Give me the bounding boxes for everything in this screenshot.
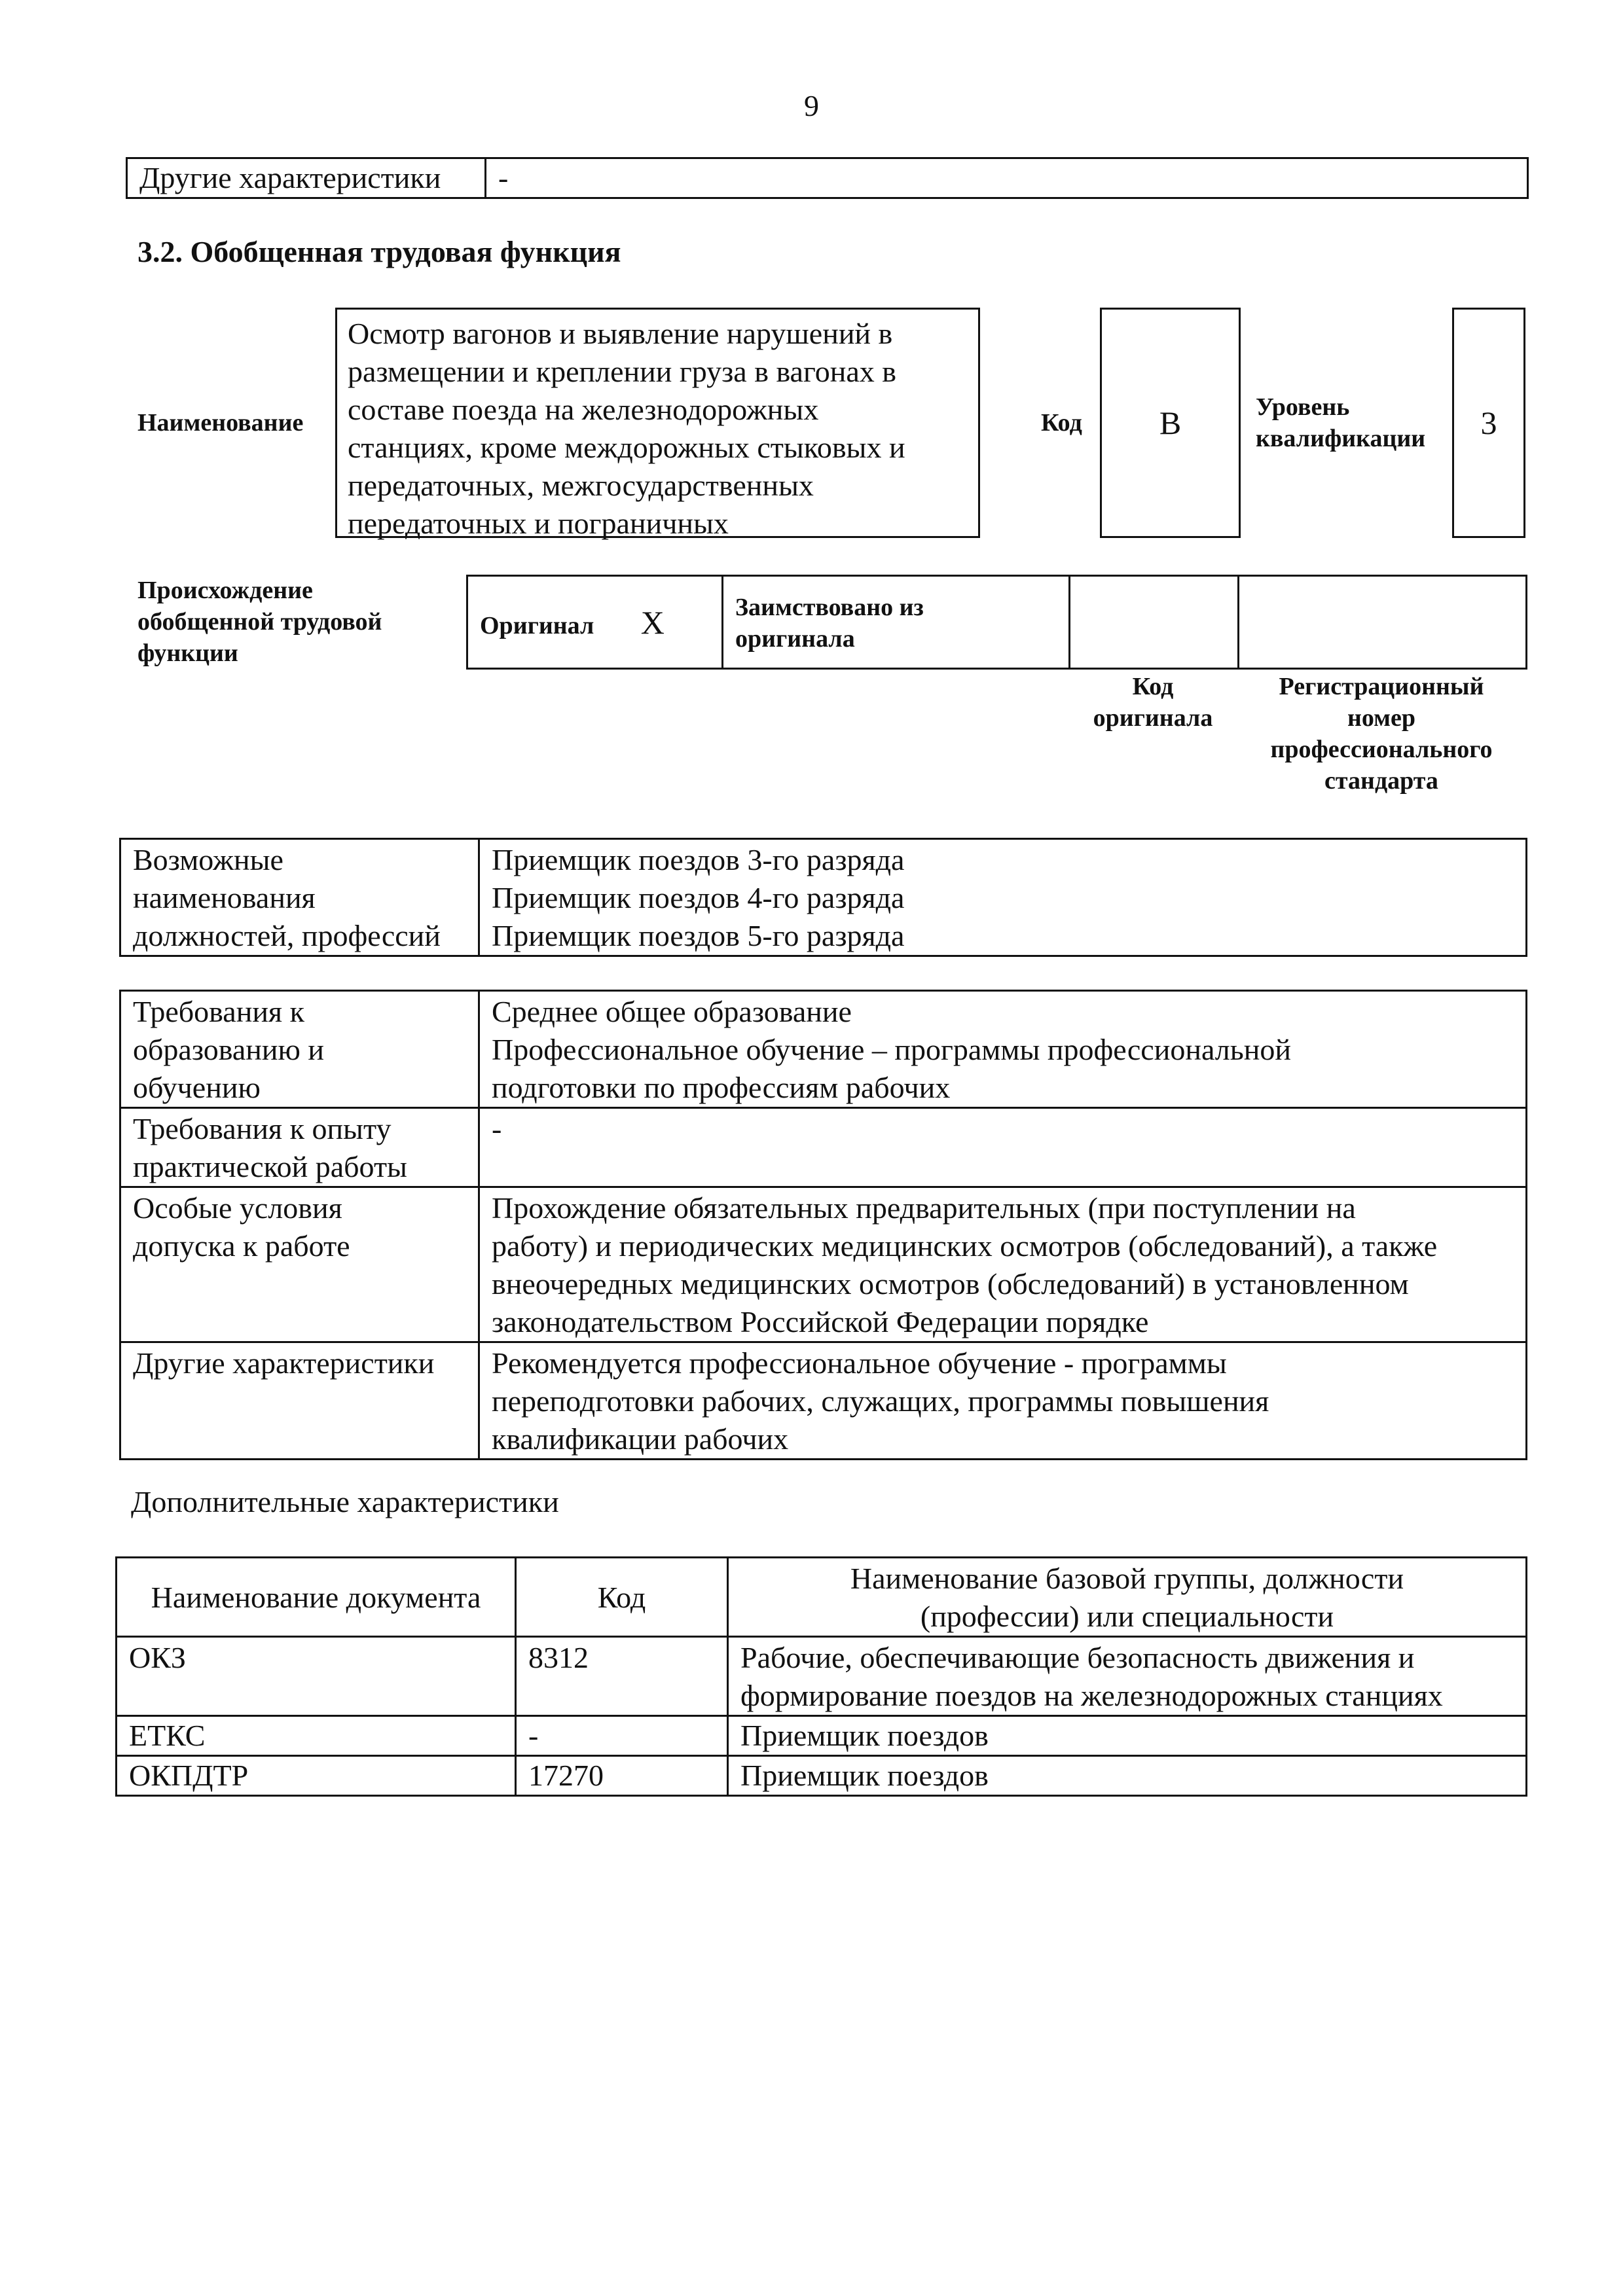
function-name-line: передаточных, межгосударственных <box>348 469 814 502</box>
requirement-label: Другие характеристики <box>120 1342 479 1460</box>
page-number: 9 <box>804 89 819 122</box>
table-row <box>120 1108 1527 1187</box>
requirement-value: - <box>479 1108 1527 1187</box>
requirement-value: Среднее общее образование Профессиональное обучение – программы профессиональной подготовки по профессиям рабочих <box>479 991 1527 1108</box>
function-name-line: составе поезда на железнодорожных <box>348 393 819 426</box>
group-cell: Рабочие, обеспечивающие безопасность движения и формирование поездов на железнодорожных станциях <box>728 1637 1527 1716</box>
qualification-level-value: 3 <box>1480 404 1497 441</box>
requirement-label: Требования к образованию и обучению <box>120 991 479 1108</box>
qualification-level-box <box>1452 308 1525 538</box>
registration-number-cell <box>1239 576 1527 669</box>
requirements-table <box>119 990 1527 1460</box>
requirement-label: Особые условия допуска к работе <box>120 1187 479 1342</box>
doc-cell: ОКПДТР <box>117 1756 516 1796</box>
original-cell <box>467 576 723 669</box>
function-name-line: передаточных и пограничных <box>348 507 729 540</box>
other-characteristics-value: - <box>486 158 1528 198</box>
header-doc: Наименование документа <box>117 1558 516 1637</box>
table-header-row <box>117 1558 1527 1637</box>
group-cell: Приемщик поездов <box>728 1756 1527 1796</box>
group-cell: Приемщик поездов <box>728 1716 1527 1756</box>
function-name-line: размещении и креплении груза в вагонах в <box>348 355 896 388</box>
code-cell: - <box>516 1716 728 1756</box>
table-row <box>120 1187 1527 1342</box>
code-box <box>1100 308 1241 538</box>
original-code-caption: Код оригинала <box>1093 673 1213 732</box>
requirement-value: Прохождение обязательных предварительных (при поступлении на работу) и периодических медицинских осмотров (обследований), а также внеочередных медицинских осмотров (обследований) в установленном законодательством Российской Федерации порядке <box>479 1187 1527 1342</box>
other-characteristics-label: Другие характеристики <box>127 158 486 198</box>
function-name-line: Осмотр вагонов и выявление нарушений в <box>348 317 893 350</box>
additional-heading: Дополнительные характеристики <box>131 1485 559 1518</box>
code-label: Код <box>1041 409 1082 437</box>
positions-label: Возможные наименования должностей, профессий <box>120 839 479 956</box>
header-group: Наименование базовой группы, должности (профессии) или специальности <box>728 1558 1527 1637</box>
table-row <box>120 1342 1527 1460</box>
requirement-label: Требования к опыту практической работы <box>120 1108 479 1187</box>
table-row <box>120 991 1527 1108</box>
registration-number-caption: Регистрационный номер профессионального стандарта <box>1270 673 1493 795</box>
origin-table <box>466 575 1527 670</box>
original-code-cell <box>1070 576 1239 669</box>
positions-table <box>119 838 1527 957</box>
name-label: Наименование <box>137 409 304 437</box>
code-cell: 8312 <box>516 1637 728 1716</box>
header-code: Код <box>516 1558 728 1637</box>
table-row <box>117 1716 1527 1756</box>
function-name-line: станциях, кроме междорожных стыковых и <box>348 431 905 464</box>
table-row <box>117 1637 1527 1716</box>
original-mark: X <box>640 603 665 641</box>
origin-label: Происхождение обобщенной трудовой функции <box>137 577 382 667</box>
additional-table <box>115 1556 1527 1797</box>
table-row <box>117 1756 1527 1796</box>
code-cell: 17270 <box>516 1756 728 1796</box>
borrowed-cell: Заимствовано из оригинала <box>723 576 1070 669</box>
other-characteristics-top-table <box>126 157 1529 199</box>
function-name-box <box>335 308 980 538</box>
section-heading: 3.2. Обобщенная трудовая функция <box>137 235 621 268</box>
doc-cell: ЕТКС <box>117 1716 516 1756</box>
code-value: B <box>1159 404 1182 441</box>
positions-value: Приемщик поездов 3-го разряда Приемщик поездов 4-го разряда Приемщик поездов 5-го разряда <box>479 839 1527 956</box>
doc-cell: ОКЗ <box>117 1637 516 1716</box>
requirement-value: Рекомендуется профессиональное обучение - программы переподготовки рабочих, служащих, программы повышения квалификации рабочих <box>479 1342 1527 1460</box>
qualification-level-label: Уровень квалификации <box>1256 393 1426 452</box>
original-label: Оригинал <box>480 611 594 639</box>
